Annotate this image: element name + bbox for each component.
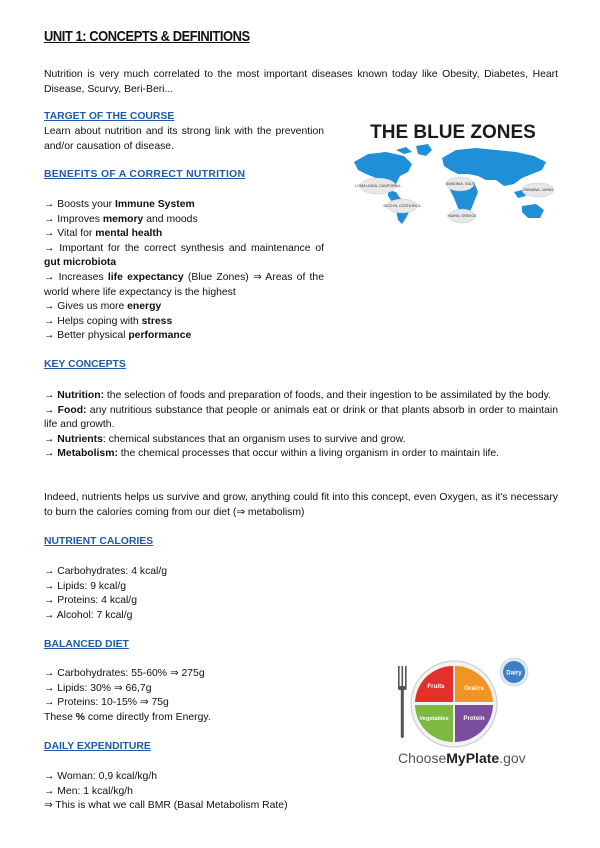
key-concepts-list bbox=[44, 389, 558, 462]
balanced-list bbox=[44, 667, 344, 725]
intro-paragraph: Nutrition is very much correlated to the most important diseases known today like Obesity, Diabetes, Heart Disease, Scurvy, Beri-Beri... bbox=[44, 69, 558, 95]
calorie-item: → Alcohol: 7 kcal/g bbox=[44, 609, 133, 621]
benefit-item: → Boosts your Immune System bbox=[44, 199, 195, 210]
protein-label: Protein bbox=[463, 715, 485, 722]
balanced-item: → Lipids: 30% ⇒ 66,7g bbox=[44, 682, 152, 694]
grains-label: Grains bbox=[464, 685, 484, 692]
zone-label-nicoya: NICOYA, COSTA RICA bbox=[383, 204, 421, 208]
calorie-item: → Carbohydrates: 4 kcal/g bbox=[44, 566, 168, 577]
myplate-figure bbox=[390, 640, 540, 770]
expenditure-list bbox=[44, 770, 404, 814]
target-heading: TARGET OF THE COURSE bbox=[44, 111, 175, 122]
calorie-item: → Lipids: 9 kcal/g bbox=[44, 580, 127, 592]
expenditure-item: → Woman: 0,9 kcal/kg/h bbox=[44, 771, 157, 782]
zone-label-okinawa: OKINAWA, JAPAN bbox=[522, 188, 554, 192]
zone-label-loma-linda: LOMA LINDA, CALIFORNIA bbox=[355, 184, 401, 188]
benefit-item: → Improves memory and moods bbox=[44, 213, 198, 225]
zone-label-ikaria: IKARIA, GREECE bbox=[447, 214, 477, 218]
concept-item: → Food: any nutritious substance that people or animals eat or drink or that plants absorb in order to maintain life and growth. bbox=[44, 404, 558, 431]
fork-icon bbox=[398, 666, 407, 738]
blue-zones-map bbox=[346, 114, 560, 226]
benefit-item: → Better physical performance bbox=[44, 330, 192, 342]
blue-zones-title: THE BLUE ZONES bbox=[370, 122, 536, 143]
zone-label-sardinia: SARDINIA, ITALY bbox=[445, 182, 475, 186]
calories-heading: NUTRIENT CALORIES bbox=[44, 536, 154, 547]
vegetables-section bbox=[415, 705, 453, 742]
benefit-item: → Gives us more energy bbox=[44, 301, 162, 313]
benefit-item: → Vital for mental health bbox=[44, 228, 163, 240]
fruits-label: Fruits bbox=[427, 683, 445, 690]
target-text: Learn about nutrition and its strong link with the prevention and/or causation of disease. bbox=[44, 126, 324, 152]
balanced-item: → Carbohydrates: 55-60% ⇒ 275g bbox=[44, 668, 205, 679]
page-title: UNIT 1: CONCEPTS & DEFINITIONS bbox=[44, 28, 250, 45]
expenditure-item: → Men: 1 kcal/kg/h bbox=[44, 785, 133, 797]
benefits-heading: BENEFITS OF A CORRECT NUTRITION bbox=[44, 169, 246, 180]
benefit-item: → Important for the correct synthesis and maintenance of gut microbiota bbox=[44, 242, 324, 269]
calories-list bbox=[44, 565, 344, 623]
benefit-item: → Helps coping with stress bbox=[44, 315, 173, 327]
benefit-item: → Increases life expectancy (Blue Zones) ⇒ Areas of the world where life expectancy is the highest bbox=[44, 271, 324, 298]
myplate-brand: ChooseMyPlate.gov bbox=[398, 750, 526, 766]
expenditure-item: ⇒ This is what we call BMR (Basal Metabolism Rate) bbox=[44, 800, 288, 812]
plate-icon bbox=[411, 661, 497, 747]
key-concepts-heading: KEY CONCEPTS bbox=[44, 359, 126, 370]
benefits-list bbox=[44, 198, 324, 344]
myplate-graphic bbox=[390, 640, 540, 770]
balanced-note: These % come directly from Energy. bbox=[44, 711, 211, 723]
balanced-item: → Proteins: 10-15% ⇒ 75g bbox=[44, 697, 169, 709]
concept-item: → Nutrients: chemical substances that an organism uses to survive and grow. bbox=[44, 433, 406, 445]
grains-section bbox=[455, 666, 493, 702]
balanced-heading: BALANCED DIET bbox=[44, 639, 129, 650]
expenditure-heading: DAILY EXPENDITURE bbox=[44, 741, 151, 752]
concept-item: → Metabolism: the chemical processes that occur within a living organism in order to maintain life. bbox=[44, 448, 500, 460]
concept-item: → Nutrition: the selection of foods and preparation of foods, and their ingestion to be assimilated by the body. bbox=[44, 390, 551, 401]
dairy-label: Dairy bbox=[506, 669, 522, 677]
blue-zones-figure bbox=[346, 114, 560, 226]
protein-section bbox=[455, 705, 493, 742]
key-concepts-note: Indeed, nutrients helps us survive and grow, anything could fit into this concept, even Oxygen, as it's necessary to burn the calories coming from our diet (⇒ metabolism) bbox=[44, 492, 558, 518]
vegetables-label: Vegetables bbox=[419, 716, 449, 722]
calorie-item: → Proteins: 4 kcal/g bbox=[44, 595, 137, 607]
